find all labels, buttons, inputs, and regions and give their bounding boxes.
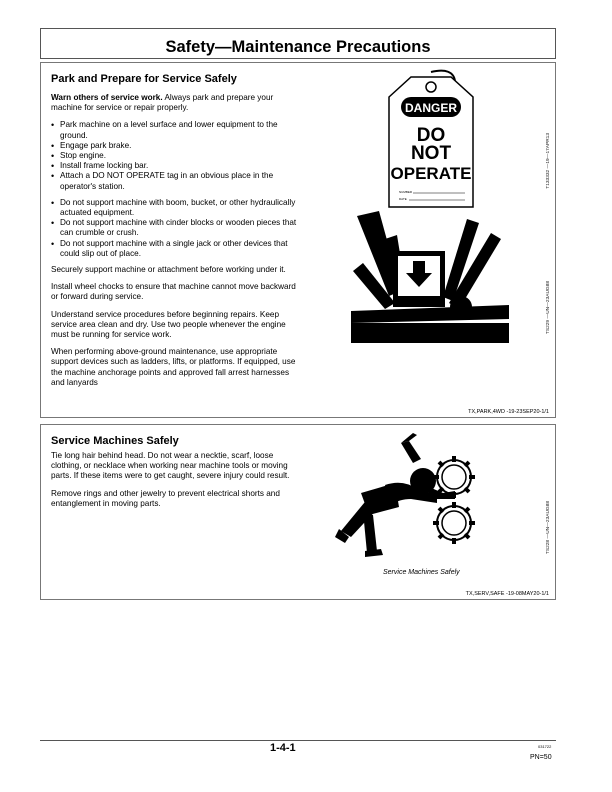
tag-line1: DO <box>416 125 446 146</box>
paragraph: Securely support machine or attachment before working under it. <box>51 265 286 275</box>
title-box <box>40 28 556 58</box>
section-body <box>51 93 297 395</box>
reference-code: TX,PARK,4WD -19-23SEP20-1/1 <box>468 409 549 415</box>
section-title: Service Machines Safely <box>51 435 179 447</box>
person-figure <box>335 433 455 557</box>
paragraph: Remove rings and other jewelry to prevent electrical shorts and entanglement in moving parts. <box>51 488 280 508</box>
section-title: Park and Prepare for Service Safely <box>51 73 237 85</box>
tag-field2: DATE <box>399 197 407 201</box>
bullet-list-a <box>51 120 297 191</box>
tag-line3: OPERATE <box>390 164 472 183</box>
list-item: • Attach a DO NOT OPERATE tag in an obvious place in the operator's station. <box>51 171 297 191</box>
page-number: 1-4-1 <box>270 742 296 754</box>
lower-gear <box>433 502 475 544</box>
pn-number: PN=50 <box>530 754 552 761</box>
paragraph: Tie long hair behind head. Do not wear a necktie, scarf, loose clothing, or necklace when working near machine tools or moving parts. If these items were to get caught, severe injury could result. <box>51 451 290 481</box>
section-body <box>51 451 297 516</box>
list-item: • Stop engine. <box>51 151 297 161</box>
figure-id: TS228 —UN—23AUG88 <box>546 501 551 555</box>
section-park-prepare <box>40 62 556 418</box>
paragraph: Understand service procedures before beginning repairs. Keep service area clean and dry. Use two people whenever the engine must be running for service work. <box>51 309 286 340</box>
list-item: • Do not support machine with cinder blocks or wooden pieces that can crumble or crush. <box>51 218 297 238</box>
section-service-machines <box>40 424 556 600</box>
tag-danger-label: DANGER <box>404 101 458 115</box>
reference-code: TX,SERV,SAFE -19-08MAY20-1/1 <box>465 591 549 597</box>
figure-id: TS229 —UN—23AUG88 <box>546 281 551 335</box>
bullet-list-b <box>51 198 297 259</box>
tag-line2: NOT <box>410 143 452 164</box>
intro-text: Always park and prepare your machine for service or repair properly. <box>51 93 274 113</box>
title-rule <box>40 58 556 59</box>
page-title: Safety—Maintenance Precautions <box>165 38 431 56</box>
paragraph: When performing above-ground maintenance, use appropriate support devices such as ladders, lifts, or platforms. If equipped, use the machine anchorage points and approved fall arrest harnesses and lanyards <box>51 347 296 387</box>
footer-code: 031722 <box>538 744 552 749</box>
list-item: • Park machine on a level surface and lower equipment to the ground. <box>51 120 297 140</box>
intro-paragraph <box>51 93 297 113</box>
entanglement-illustration <box>325 433 485 559</box>
paragraph: Install wheel chocks to ensure that machine cannot move backward or forward during service. <box>51 282 296 302</box>
tag-field1: NUMBER <box>399 190 413 194</box>
list-item: • Engage park brake. <box>51 141 297 151</box>
danger-tag-illustration <box>381 69 481 211</box>
list-item: • Do not support machine with a single jack or other devices that could slip out of place. <box>51 239 297 259</box>
figure-id: T133332 —19—17APR13 <box>546 133 551 189</box>
footer-rule <box>40 740 556 741</box>
figure-caption: Service Machines Safely <box>383 569 460 576</box>
intro-bold: Warn others of service work. <box>51 93 163 102</box>
list-item: • Install frame locking bar. <box>51 161 297 171</box>
crush-hazard-illustration <box>349 211 525 343</box>
list-item: • Do not support machine with boom, bucket, or other hydraulically actuated equipment. <box>51 198 297 218</box>
